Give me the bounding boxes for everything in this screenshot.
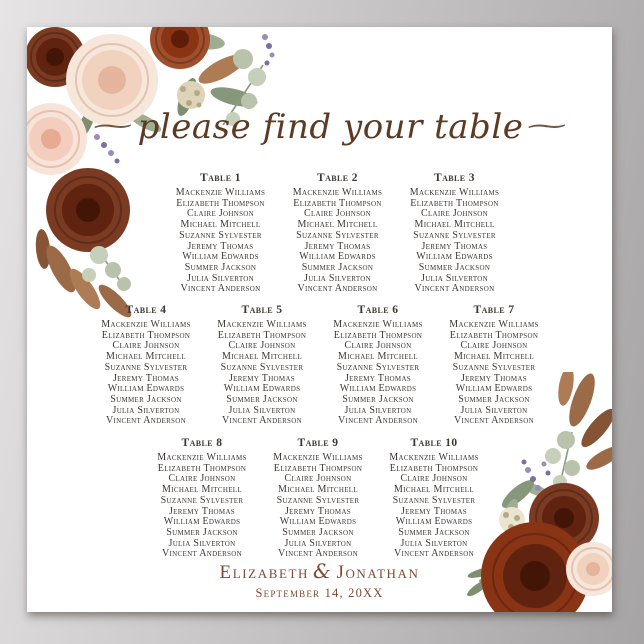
guest-name: William Edwards	[455, 383, 533, 395]
tables-row-3	[144, 437, 492, 560]
event-date: September 14, 20XX	[255, 586, 384, 600]
bride-name: Elizabeth	[219, 562, 310, 583]
guest-name: William Edwards	[416, 251, 493, 263]
guest-name: Julia Silverton	[284, 537, 352, 549]
table-label: Table 1	[200, 172, 241, 184]
table-column-6	[320, 304, 436, 427]
headline	[27, 107, 612, 147]
guest-name: Michael Mitchell	[162, 484, 242, 496]
guest-name: Claire Johnson	[112, 340, 180, 352]
guest-name: Elizabeth Thompson	[217, 329, 307, 341]
guest-name: William Edwards	[339, 383, 417, 395]
guest-name: William Edwards	[299, 251, 376, 263]
guest-name: Elizabeth Thompson	[449, 329, 539, 341]
guest-name: Mackenzie Williams	[333, 319, 423, 330]
guest-name: Mackenzie Williams	[449, 319, 539, 330]
groom-name: Jonathan	[336, 562, 420, 583]
guest-name: Vincent Anderson	[338, 415, 418, 427]
guest-name: Vincent Anderson	[162, 548, 242, 560]
guest-name: Suzanne Sylvester	[179, 229, 262, 241]
guest-name: Michael Mitchell	[180, 219, 261, 231]
flourish-right: ~	[522, 112, 573, 140]
table-column-3	[396, 172, 513, 295]
guest-name: William Edwards	[107, 383, 185, 395]
guest-name: Mackenzie Williams	[292, 187, 383, 198]
guest-name: Jeremy Thomas	[460, 372, 527, 384]
guest-name: Michael Mitchell	[222, 351, 302, 363]
table-label: Table 7	[473, 304, 515, 316]
guest-name: Julia Silverton	[228, 404, 296, 416]
guest-name: Suzanne Sylvester	[276, 494, 360, 506]
guest-name: Elizabeth Thompson	[176, 197, 265, 209]
guest-name: Michael Mitchell	[338, 351, 418, 363]
guest-name: Suzanne Sylvester	[296, 229, 379, 241]
ampersand: &	[313, 559, 333, 583]
guest-name: William Edwards	[395, 516, 473, 528]
tables-row-1	[162, 172, 513, 295]
table-label: Table 3	[434, 172, 475, 184]
table-column-7	[436, 304, 552, 427]
seating-chart-poster	[27, 27, 612, 612]
guest-name: Julia Silverton	[400, 537, 468, 549]
guest-name: William Edwards	[163, 516, 241, 528]
guest-name: Summer Jackson	[418, 261, 491, 273]
guest-name: Mackenzie Williams	[217, 319, 307, 330]
guest-name: Suzanne Sylvester	[160, 494, 244, 506]
table-column-2	[279, 172, 396, 295]
guest-name: Claire Johnson	[186, 208, 255, 220]
guest-name: Michael Mitchell	[106, 351, 186, 363]
guest-name: Summer Jackson	[184, 261, 257, 273]
guest-name: Michael Mitchell	[278, 484, 358, 496]
guest-name: Vincent Anderson	[106, 415, 186, 427]
guest-name: Elizabeth Thompson	[273, 462, 363, 474]
headline-text: please find your table	[137, 107, 524, 147]
guest-name: Jeremy Thomas	[187, 240, 254, 252]
guest-name: Jeremy Thomas	[421, 240, 488, 252]
guest-name: Suzanne Sylvester	[413, 229, 496, 241]
footer	[27, 559, 612, 601]
guest-name: Elizabeth Thompson	[333, 329, 423, 341]
guest-name: Summer Jackson	[226, 393, 298, 405]
guest-name: Mackenzie Williams	[175, 187, 266, 198]
flourish-left: ~	[88, 112, 139, 140]
guest-name: Elizabeth Thompson	[389, 462, 479, 474]
guest-name: Claire Johnson	[228, 340, 296, 352]
guest-name: Jeremy Thomas	[344, 372, 411, 384]
guest-name: Suzanne Sylvester	[220, 361, 304, 373]
table-column-9	[260, 437, 376, 560]
guest-name: Mackenzie Williams	[409, 187, 500, 198]
table-column-4	[88, 304, 204, 427]
table-column-10	[376, 437, 492, 560]
guest-name: Mackenzie Williams	[101, 319, 191, 330]
bud-cluster-icon	[177, 81, 205, 109]
guest-name: Summer Jackson	[166, 526, 238, 538]
guest-name: Michael Mitchell	[454, 351, 534, 363]
guest-name: Elizabeth Thompson	[157, 462, 247, 474]
lavender-sprig-icon	[262, 34, 275, 66]
guest-name: Elizabeth Thompson	[293, 197, 382, 209]
guest-name: Jeremy Thomas	[228, 372, 295, 384]
couple-names	[27, 559, 612, 584]
guest-name: Jeremy Thomas	[284, 505, 351, 517]
table-column-1	[162, 172, 279, 295]
guest-name: Vincent Anderson	[414, 283, 495, 295]
guest-name: Elizabeth Thompson	[410, 197, 499, 209]
brown-leaves-icon	[556, 372, 612, 474]
guest-name: Jeremy Thomas	[400, 505, 467, 517]
guest-name: William Edwards	[182, 251, 259, 263]
table-label: Table 8	[181, 437, 223, 449]
guest-name: Summer Jackson	[458, 393, 530, 405]
guest-name: Julia Silverton	[304, 272, 371, 284]
guest-name: Claire Johnson	[344, 340, 412, 352]
guest-name: Claire Johnson	[420, 208, 489, 220]
guest-name: Julia Silverton	[112, 404, 180, 416]
guest-name: Claire Johnson	[303, 208, 372, 220]
guest-name: Vincent Anderson	[222, 415, 302, 427]
guest-name: Suzanne Sylvester	[392, 494, 476, 506]
table-label: Table 6	[357, 304, 399, 316]
guest-name: Jeremy Thomas	[168, 505, 235, 517]
guest-name: William Edwards	[279, 516, 357, 528]
guest-name: Julia Silverton	[168, 537, 236, 549]
guest-name: Jeremy Thomas	[112, 372, 179, 384]
guest-name: Mackenzie Williams	[157, 452, 247, 463]
guest-name: Julia Silverton	[344, 404, 412, 416]
table-label: Table 5	[241, 304, 283, 316]
guest-name: Suzanne Sylvester	[104, 361, 188, 373]
guest-name: Suzanne Sylvester	[452, 361, 536, 373]
tables-row-2	[88, 304, 552, 427]
guest-name: Elizabeth Thompson	[101, 329, 191, 341]
guest-name: Mackenzie Williams	[273, 452, 363, 463]
guest-name: Summer Jackson	[282, 526, 354, 538]
guest-name: Michael Mitchell	[414, 219, 495, 231]
guest-name: Jeremy Thomas	[304, 240, 371, 252]
maroon-rose-icon	[46, 168, 130, 252]
table-label: Table 2	[317, 172, 358, 184]
guest-name: Vincent Anderson	[278, 548, 358, 560]
guest-name: Summer Jackson	[301, 261, 374, 273]
guest-name: Vincent Anderson	[180, 283, 261, 295]
guest-name: William Edwards	[223, 383, 301, 395]
guest-name: Vincent Anderson	[454, 415, 534, 427]
table-column-5	[204, 304, 320, 427]
guest-name: Suzanne Sylvester	[336, 361, 420, 373]
guest-name: Michael Mitchell	[394, 484, 474, 496]
guest-name: Mackenzie Williams	[389, 452, 479, 463]
guest-name: Summer Jackson	[110, 393, 182, 405]
rust-rose-icon	[150, 27, 210, 69]
guest-name: Michael Mitchell	[297, 219, 378, 231]
guest-name: Vincent Anderson	[394, 548, 474, 560]
table-label: Table 9	[297, 437, 339, 449]
table-label: Table 10	[410, 437, 458, 449]
guest-name: Claire Johnson	[284, 473, 352, 485]
table-label: Table 4	[125, 304, 167, 316]
guest-name: Claire Johnson	[168, 473, 236, 485]
guest-name: Vincent Anderson	[297, 283, 378, 295]
guest-name: Julia Silverton	[187, 272, 254, 284]
guest-name: Summer Jackson	[398, 526, 470, 538]
guest-name: Julia Silverton	[421, 272, 488, 284]
guest-name: Summer Jackson	[342, 393, 414, 405]
guest-name: Claire Johnson	[400, 473, 468, 485]
guest-name: Claire Johnson	[460, 340, 528, 352]
guest-name: Julia Silverton	[460, 404, 528, 416]
table-column-8	[144, 437, 260, 560]
